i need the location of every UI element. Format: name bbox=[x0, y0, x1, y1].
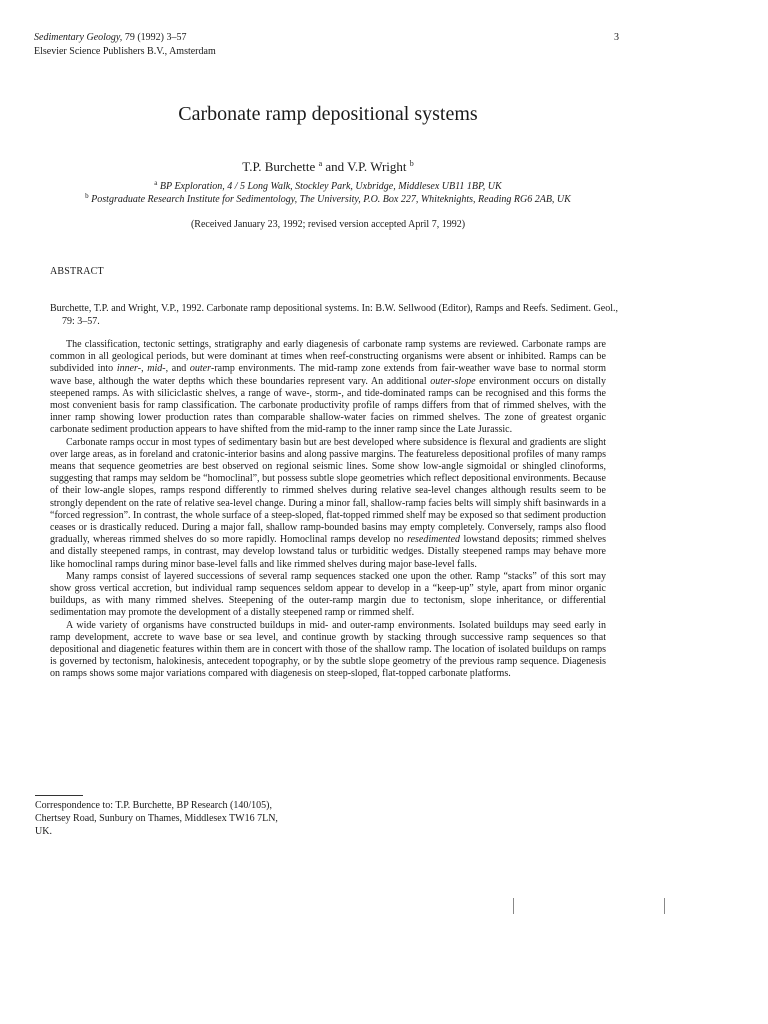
emphasis-text: outer bbox=[189, 363, 211, 375]
abstract-paragraph bbox=[50, 437, 606, 571]
received-dates: (Received January 23, 1992; revised version accepted April 7, 1992) bbox=[190, 219, 466, 230]
publisher-line: Elsevier Science Publishers B.V., Amsterdam bbox=[34, 46, 216, 57]
abstract-paragraph: A wide variety of organisms have constructed buildups in mid- and outer-ramp environments. Isolated buildups may seed early in ramp development, accrete to wave base or sea level, and continue growth by stacking through successive ramp sequences so that depositional and diagenetic features within them are in concert with those of the shallow ramp. The location of isolated buildups on ramps is governed by tectonism, halokinesis, antecedent topography, or by the subtle slope geometry of the previous ramp sequence. Diagenesis on ramps shows some major variations compared with diagenesis on steep-sloped, flat-topped carbonate platforms. bbox=[50, 619, 606, 680]
emphasis-text: mid- bbox=[147, 363, 166, 375]
footnote-line: Chertsey Road, Sunbury on Thames, Middlesex TW16 7LN, bbox=[35, 813, 278, 824]
emphasis-text: inner- bbox=[116, 363, 142, 375]
article-title: Carbonate ramp depositional systems bbox=[178, 103, 478, 125]
text-run: , and bbox=[165, 363, 190, 375]
author-name: T.P. Burchette bbox=[242, 159, 316, 174]
emphasis-text: resedimented bbox=[407, 534, 461, 546]
journal-volume: 79 (1992) 3–57 bbox=[122, 32, 187, 43]
author-connector: and bbox=[322, 159, 348, 174]
text-run: The classification, tectonic settings, stratigraphy and early diagenesis of carbonate ramp systems are reviewed. Carbonate ramps are common in all geological periods, but were dominant at times when reef-constructing organisms were absent or inhibited. Ramps can be subdivided into bbox=[50, 339, 606, 375]
scan-artifact-mark bbox=[513, 898, 514, 914]
affiliation-marker: b bbox=[409, 159, 414, 168]
author-line bbox=[0, 155, 656, 175]
journal-name: Sedimentary Geology, bbox=[34, 32, 123, 43]
abstract-paragraph bbox=[50, 339, 606, 437]
affiliation-text: BP Exploration, 4 / 5 Long Walk, Stockley Park, Uxbridge, Middlesex UB11 1BP, UK bbox=[157, 181, 502, 192]
footnote-divider bbox=[35, 795, 83, 796]
footnote-line: UK. bbox=[35, 826, 52, 837]
affiliation-marker: a bbox=[318, 159, 323, 168]
abstract-body bbox=[50, 339, 606, 681]
footnote-line: Correspondence to: T.P. Burchette, BP Research (140/105), bbox=[35, 800, 272, 811]
affiliation-text: Postgraduate Research Institute for Sedimentology, The University, P.O. Box 227, Whiteknights, Reading RG6 2AB, UK bbox=[88, 194, 571, 205]
affiliation-marker: b bbox=[85, 192, 89, 200]
text-run: Carbonate ramps occur in most types of sedimentary basin but are best developed where subsidence is flexural and gradients are slight over large areas, as in foreland and cratonic-interior basins and along passive margins. The featureless depositional profiles of many ramps means that sequence geometries are best observed on regional seismic lines. Some show low-angle sigmoidal or shingled clinoforms, suggesting that ramps may seldom be “homoclinal”, but possess subtle slope geometries which reflect depositional environments. Because of their low-angle slopes, ramps respond differently to rimmed shelves during relative sea-level changes although results seem to be strongly dependent on the rate of relative sea-level change. During a minor fall, shallow-ramp facies belts will simply shift basinwards in a “forced regression”. In contrast, the whole surface of a steep-sloped, flat-topped rimmed shelf may be exposed so that sediment production ceases or is drastically reduced. During a major fall, shallow ramp-bounded basins may empty completely. Conversely, ramps also flood gradually, whereas rimmed shelves do so more rapidly. Homoclinal ramps develop no bbox=[50, 436, 606, 546]
emphasis-text: outer-slope bbox=[430, 375, 476, 387]
abstract-citation: Burchette, T.P. and Wright, V.P., 1992. Carbonate ramp depositional systems. In: B.W. Sellwood (Editor), Ramps and Reefs. Sediment. Geol., 79: 3–57. bbox=[50, 303, 618, 327]
abstract-heading: ABSTRACT bbox=[50, 266, 104, 277]
text-run: lowstand deposits; rimmed shelves and distally steepened ramps, in contrast, may develop lowstand talus or turbiditic wedges. Distally steepened ramps may behave more like homoclinal ramps during minor base-level falls and like rimmed shelves during major base-level falls. bbox=[50, 534, 606, 570]
affiliation-marker: a bbox=[154, 179, 158, 187]
abstract-paragraph: Many ramps consist of layered successions of several ramp sequences stacked one upon the other. Ramp “stacks” of this sort may show gross vertical accretion, but individual ramp sequences seldom appear to develop in a “keep-up” style, apart from minor organic buildups, as with many rimmed shelves. Steepening of the outer-ramp margin due to tectonism, slope inheritance, or differential sedimentation may promote the development of a distally steepened ramp or rimmed shelf. bbox=[50, 570, 606, 619]
author-name: V.P. Wright bbox=[347, 159, 407, 174]
text-run: environment occurs on distally steepened ramps. As with siliciclastic shelves, a range of wave-, storm-, and tide-dominated ramps can be recognised and this forms the most convenient basis for ramp classification. The carbonate productivity profile of ramps differs from that of rimmed shelves, with the inner ramp showing lower production rates than comparable shallow-water facies on rimmed shelves. The zone of greatest organic carbonate sediment production appears to have shifted from the mid-ramp to the inner ramp since the Late Jurassic. bbox=[50, 375, 606, 436]
scan-artifact-mark bbox=[664, 898, 665, 914]
page-number: 3 bbox=[614, 32, 619, 43]
affiliation-b bbox=[0, 190, 656, 206]
journal-citation bbox=[34, 31, 186, 44]
text-run: , bbox=[141, 363, 148, 375]
correspondence-footnote bbox=[35, 799, 355, 838]
text-run: -ramp environments. The mid-ramp zone extends from fair-weather wave base to normal storm wave base, although the water depths which these boundaries represent vary. An additional bbox=[50, 363, 607, 387]
